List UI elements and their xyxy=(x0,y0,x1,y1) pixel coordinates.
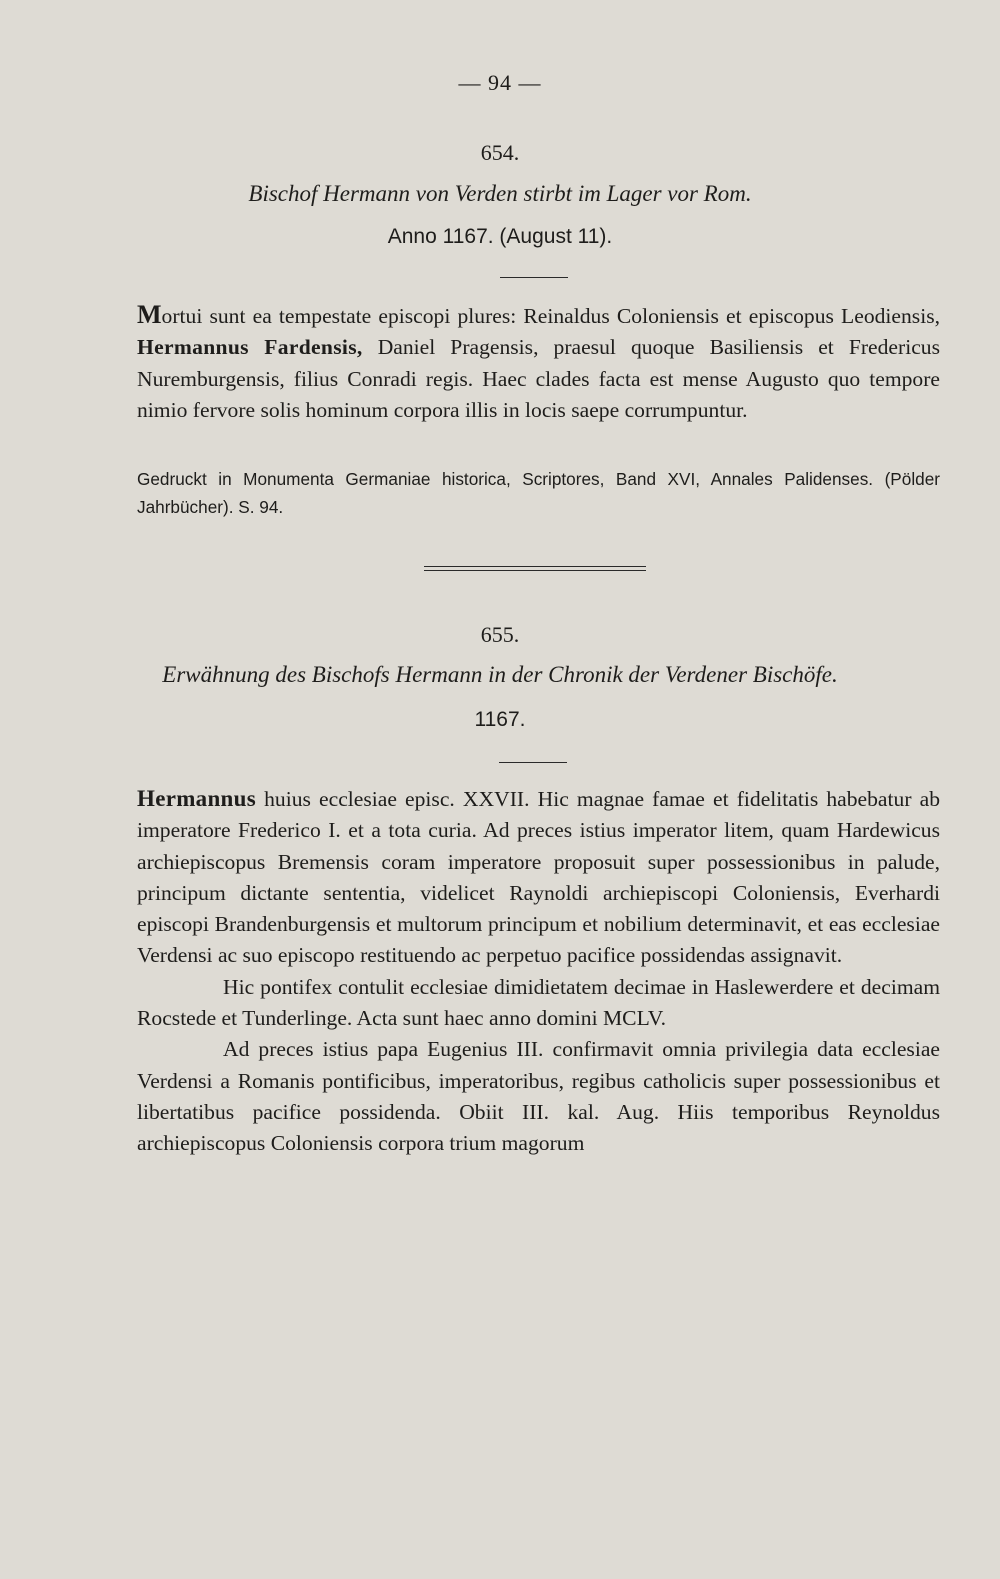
entry-655-text xyxy=(137,783,940,1160)
entry-654-date: Anno 1167. (August 11). xyxy=(387,225,613,248)
page-number: — 94 — xyxy=(458,70,542,95)
entry-654-title: Bischof Hermann von Verden stirbt im Lager vor Rom. xyxy=(248,181,752,206)
entry-655-date: 1167. xyxy=(474,708,526,731)
entry-654-text-start: ortui sunt ea tempestate episcopi plures: Reinaldus Coloniensis et episcopus Leodiensis, xyxy=(161,304,940,328)
entry-654-number: 654. xyxy=(480,140,520,165)
drop-initial: M xyxy=(137,300,162,329)
entry-654-text xyxy=(137,299,940,426)
entry-655-name: Hermannus xyxy=(137,786,256,811)
entry-654-name: Hermannus Fardensis, xyxy=(137,335,363,360)
entry-separator-double-rule xyxy=(424,566,646,574)
entry-654-text-end: Daniel Pragensis, praesul quoque Basiliensis et Fredericus Nuremburgensis, filius Conradi regis. Haec clades facta est mense Augusto quo tempore nimio fervore solis hominum corpora illis in locis saepe corrumpuntur. xyxy=(137,335,940,422)
entry-655-number: 655. xyxy=(480,622,520,647)
entry-654-rule xyxy=(500,277,568,278)
entry-655-paragraph-3: Ad preces istius papa Eugenius III. confirmavit omnia privilegia data ecclesiae Verdensi a Romanis pontificibus, imperatoribus, regibus catholicis super possessionibus et libertatibus pacifice possidenda. Obiit III. kal. Aug. Hiis temporibus Reynoldus archiepiscopus Coloniensis corpora trium magorum xyxy=(137,1037,940,1156)
entry-655-rule xyxy=(499,762,567,763)
entry-655-title: Erwähnung des Bischofs Hermann in der Chronik der Verdener Bischöfe. xyxy=(162,662,838,687)
entry-655-paragraph-1: huius ecclesiae episc. XXVII. Hic magnae famae et fidelitatis habebatur ab imperatore Frederico I. et a tota curia. Ad preces istius imperator litem, quam Hardewicus archiepiscopus Bremensis coram imperatore proposuit super possessionibus in palude, principum dictante sententia, videlicet Raynoldi archiepiscopi Coloniensis, Everhardi episcopi Brandenburgensis et multorum principum et nobilium determinavit, et eas ecclesiae Verdensi ac suo episcopo restituendo ac perpetuo pacifice possidendas assignavit. xyxy=(137,787,940,968)
entry-655-paragraph-2: Hic pontifex contulit ecclesiae dimidietatem decimae in Haslewerdere et decimam Rocstede et Tunderlinge. Acta sunt haec anno domini MCLV. xyxy=(137,974,940,1031)
entry-654-source-note: Gedruckt in Monumenta Germaniae historica, Scriptores, Band XVI, Annales Palidenses. (Pölder Jahrbücher). S. 94. xyxy=(137,469,940,517)
